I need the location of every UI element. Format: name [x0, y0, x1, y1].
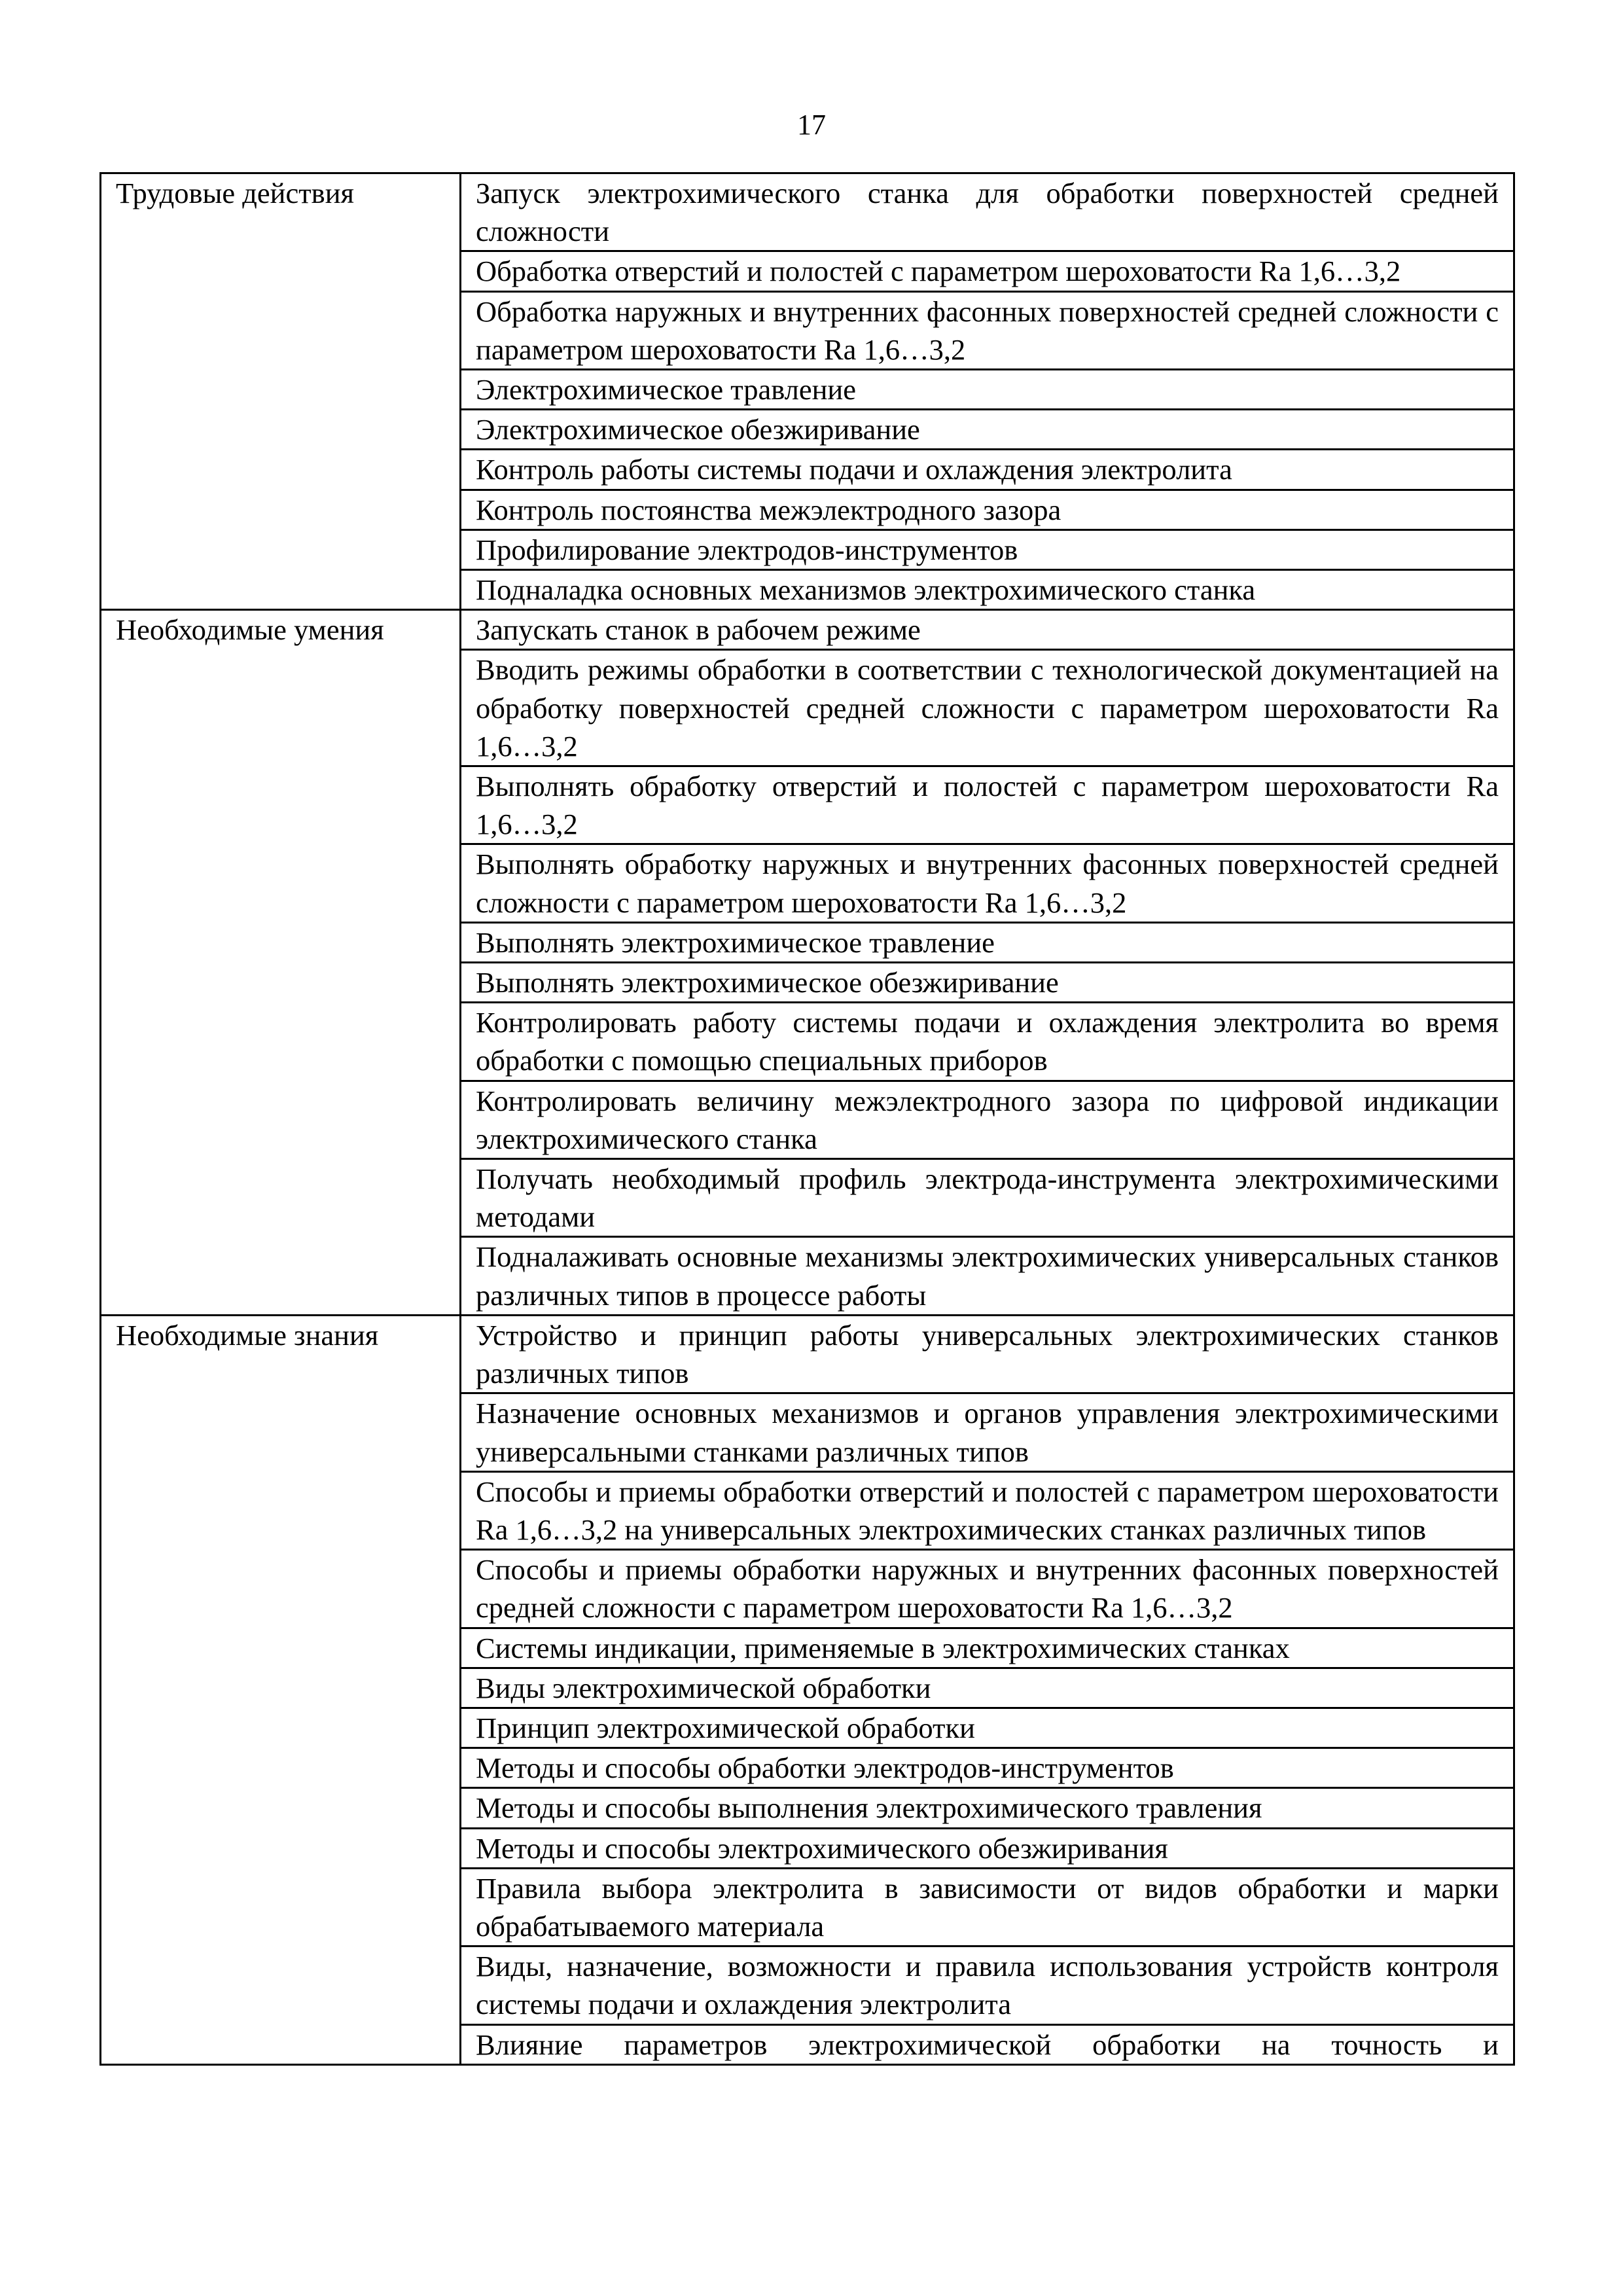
section-label-required-skills: Необходимые умения — [101, 610, 461, 1316]
section-label-labor-actions: Трудовые действия — [101, 173, 461, 610]
table-cell: Виды, назначение, возможности и правила использования устройств контроля системы подачи и охлаждения электролита — [461, 1946, 1514, 2024]
table-cell: Подналадка основных механизмов электрохимического станка — [461, 570, 1514, 610]
table-cell: Правила выбора электролита в зависимости от видов обработки и марки обрабатываемого материала — [461, 1868, 1514, 1946]
table-cell: Электрохимическое обезжиривание — [461, 410, 1514, 450]
table-cell: Выполнять обработку наружных и внутренних фасонных поверхностей средней сложности с параметром шероховатости Ra 1,6…3,2 — [461, 844, 1514, 922]
table-cell: Обработка отверстий и полостей с параметром шероховатости Ra 1,6…3,2 — [461, 251, 1514, 291]
table-cell: Выполнять электрохимическое обезжиривание — [461, 963, 1514, 1003]
section-label-required-knowledge: Необходимые знания — [101, 1315, 461, 2064]
table-cell: Способы и приемы обработки отверстий и полостей с параметром шероховатости Ra 1,6…3,2 на универсальных электрохимических станках различных типов — [461, 1471, 1514, 1549]
table-cell: Запуск электрохимического станка для обработки поверхностей средней сложности — [461, 173, 1514, 251]
table-row — [101, 173, 1514, 251]
table-cell: Выполнять электрохимическое травление — [461, 922, 1514, 962]
table-cell: Профилирование электродов-инструментов — [461, 529, 1514, 569]
table-cell: Запускать станок в рабочем режиме — [461, 610, 1514, 650]
table-cell: Контроль работы системы подачи и охлаждения электролита — [461, 450, 1514, 490]
table-cell: Устройство и принцип работы универсальных электрохимических станков различных типов — [461, 1315, 1514, 1393]
table-row — [101, 610, 1514, 650]
table-row — [101, 1315, 1514, 1393]
table-cell: Методы и способы выполнения электрохимического травления — [461, 1788, 1514, 1828]
table-cell: Системы индикации, применяемые в электрохимических станках — [461, 1628, 1514, 1668]
table-cell: Методы и способы электрохимического обезжиривания — [461, 1828, 1514, 1868]
table-cell: Вводить режимы обработки в соответствии с технологической документацией на обработку поверхностей средней сложности с параметром шероховатости Ra 1,6…3,2 — [461, 650, 1514, 766]
table-cell: Обработка наружных и внутренних фасонных поверхностей средней сложности с параметром шероховатости Ra 1,6…3,2 — [461, 291, 1514, 369]
table-cell: Контроль постоянства межэлектродного зазора — [461, 490, 1514, 529]
table-cell: Виды электрохимической обработки — [461, 1668, 1514, 1708]
table-cell: Получать необходимый профиль электрода-инструмента электрохимическими методами — [461, 1159, 1514, 1237]
table-cell: Принцип электрохимической обработки — [461, 1708, 1514, 1748]
table-cell: Выполнять обработку отверстий и полостей с параметром шероховатости Ra 1,6…3,2 — [461, 766, 1514, 844]
table-cell: Назначение основных механизмов и органов управления электрохимическими универсальными станками различных типов — [461, 1393, 1514, 1471]
qualification-table — [99, 172, 1515, 2066]
table-cell: Способы и приемы обработки наружных и внутренних фасонных поверхностей средней сложности с параметром шероховатости Ra 1,6…3,2 — [461, 1550, 1514, 1628]
table-cell: Подналаживать основные механизмы электрохимических универсальных станков различных типов в процессе работы — [461, 1237, 1514, 1315]
page-number: 17 — [797, 109, 826, 141]
table-cell: Электрохимическое травление — [461, 370, 1514, 410]
table-cell: Влияние параметров электрохимической обработки на точность и — [461, 2024, 1514, 2064]
table-cell: Контролировать работу системы подачи и охлаждения электролита во время обработки с помощью специальных приборов — [461, 1003, 1514, 1081]
table-cell: Методы и способы обработки электродов-инструментов — [461, 1748, 1514, 1788]
table-cell: Контролировать величину межэлектродного зазора по цифровой индикации электрохимического станка — [461, 1081, 1514, 1158]
